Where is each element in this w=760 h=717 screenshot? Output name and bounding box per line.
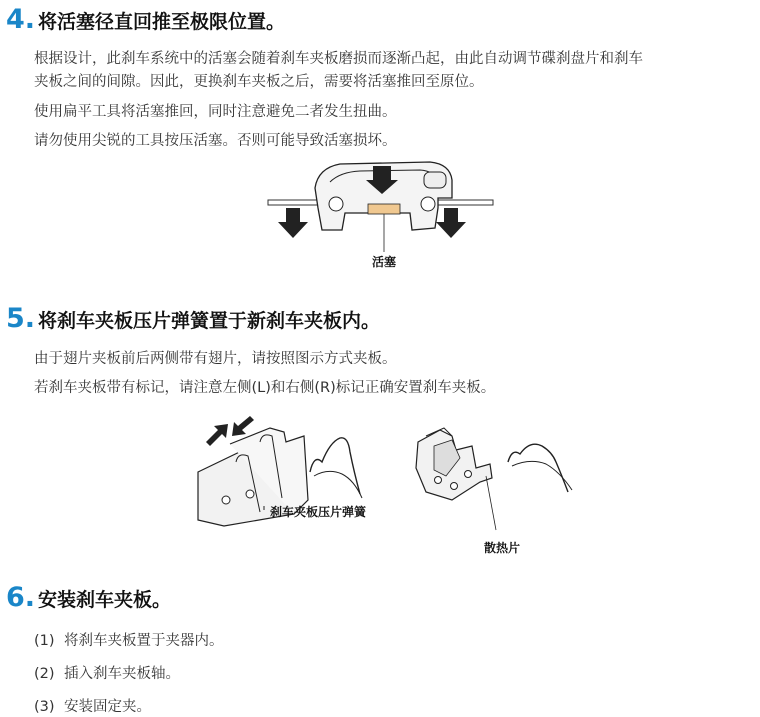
- section-5-paragraph-2: 若刹车夹板带有标记，请注意左侧(L)和右侧(R)标记正确安置刹车夹板。: [34, 380, 496, 396]
- section-5-paragraph-1: 由于翅片夹板前后两侧带有翅片，请按照图示方式夹板。: [34, 351, 397, 367]
- fin-label: 散热片: [484, 541, 521, 555]
- section-4-paragraph-2: 使用扁平工具将活塞推回，同时注意避免二者发生扭曲。: [34, 104, 397, 120]
- spring-label: 刹车夹板压片弹簧: [270, 505, 367, 519]
- section-4-paragraph-1b: 夹板之间的间隙。因此，更换刹车夹板之后，需要将活塞推回至原位。: [34, 74, 484, 90]
- down-arrow-icon: [278, 208, 308, 238]
- down-arrow-icon: [436, 208, 466, 238]
- piston: [368, 204, 400, 214]
- section-6-title: 安装刹车夹板。: [38, 589, 172, 611]
- caliper-piston-figure: [260, 158, 500, 276]
- step-3-text: 安装固定夹。: [64, 699, 151, 715]
- section-4-paragraph-3: 请勿使用尖锐的工具按压活塞。否则可能导致活塞损坏。: [34, 133, 397, 149]
- step-item-1: [34, 629, 224, 650]
- section-5-number: 5.: [6, 303, 36, 334]
- piston-label: 活塞: [372, 255, 397, 269]
- section-6-heading: [6, 582, 171, 614]
- section-4-number: 4.: [6, 4, 36, 35]
- step-2-text: 插入刹车夹板轴。: [64, 666, 180, 682]
- section-5-heading: [6, 303, 380, 335]
- section-4-title: 将活塞径直回推至极限位置。: [38, 11, 286, 33]
- brake-pad-spring-figure: [190, 402, 610, 562]
- section-5-title: 将刹车夹板压片弹簧置于新刹车夹板内。: [38, 310, 381, 332]
- section-4-paragraph-1a: 根据设计，此刹车系统中的活塞会随着刹车夹板磨损而逐渐凸起，由此自动调节碟刹盘片和刹车: [34, 51, 643, 67]
- step-item-3: [34, 695, 151, 716]
- section-6-number: 6.: [6, 582, 36, 613]
- section-4-heading: [6, 4, 285, 36]
- right-arrow-icon: [206, 424, 228, 446]
- left-arrow-icon: [232, 416, 254, 436]
- step-item-2: [34, 662, 180, 683]
- step-1-number: (1): [34, 633, 55, 649]
- step-2-number: (2): [34, 666, 55, 682]
- step-3-number: (3): [34, 699, 55, 715]
- step-1-text: 将刹车夹板置于夹器内。: [64, 633, 224, 649]
